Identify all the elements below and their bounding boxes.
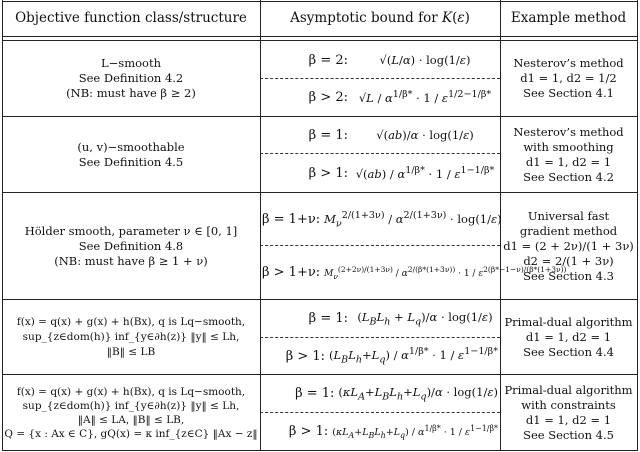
- bound-expression: β = 1+ν: $M_\nu^{2/(1+3\nu)} / \alpha^{2/(1+3\nu)} \cdot \log(1/\varepsilon)$: [262, 209, 502, 230]
- table-right-border: [637, 0, 638, 451]
- column-divider: [260, 0, 261, 451]
- header-bound: Asymptotic bound for K(ε): [290, 10, 470, 26]
- bound-expression: β > 1: $(\kappa L_A+L_BL_h+L_q) / \alpha^{1/\beta*} \cdot 1 / \varepsilon^{1-1/\beta*}$: [288, 423, 498, 440]
- bound-expression: β = 1: $(\kappa L_A+L_BL_h+L_q)/\alpha \cdot \log(1/\varepsilon)$: [295, 384, 498, 403]
- row-method: Primal-dual algorithm d1 = 1, d2 = 1 See Section 4.4: [504, 314, 633, 359]
- row-method: Nesterov’s method with smoothing d1 = 1, d2 = 1 See Section 4.2: [513, 124, 624, 184]
- row-method: Nesterov’s method d1 = 1, d2 = 1/2 See Section 4.1: [513, 56, 624, 100]
- bound-expression: β = 1: $(L_BL_h + L_q)/\alpha \cdot \log(1/\varepsilon)$: [308, 309, 493, 328]
- row-method: Universal fast gradient method d1 = (2 + 2ν)/(1 + 3ν) d2 = 2/(1 + 3ν) See Section 4.3: [503, 208, 634, 283]
- row-structure: L−smooth See Definition 4.2 (NB: must have β ≥ 2): [66, 56, 196, 100]
- header-method: Example method: [510, 10, 627, 26]
- row-structure: f(x) = q(x) + g(x) + h(Bx), q is Lq−smooth, sup_{z∈dom(h)} inf_{y∈∂h(z)} ‖y‖ ≤ Lh, ‖B‖ ≤ LB: [16, 315, 246, 358]
- table-bottom-rule: [2, 450, 638, 451]
- row-method: Primal-dual algorithm with constraints d1 = 1, d2 = 1 See Section 4.5: [504, 382, 633, 442]
- bound-expression: β = 2: √(L/α) · log(1/ε): [308, 52, 471, 68]
- row-structure: Hölder smooth, parameter ν ∈ [0, 1] See Definition 4.8 (NB: must have β ≥ 1 + ν): [24, 223, 238, 268]
- row-structure: (u, v)−smoothable See Definition 4.5: [77, 139, 185, 169]
- bound-expression: β > 1: $(L_BL_h+L_q) / \alpha^{1/\beta*} \cdot 1 / \varepsilon^{1-1/\beta*}$: [285, 346, 498, 366]
- bound-expression: β > 2: $√L / \alpha^{1/\beta*} \cdot 1 / \varepsilon^{1/2-1/\beta*}$: [308, 89, 492, 106]
- bound-expression: β = 1: √(ab)/α · log(1/ε): [308, 127, 474, 143]
- header-structure: Objective function class/structure: [15, 10, 247, 26]
- bound-expression: β > 1: $√(ab) / \alpha^{1/\beta*} \cdot 1 / \varepsilon^{1-1/\beta*}$: [308, 165, 495, 181]
- header-rule: [2, 36, 638, 37]
- bound-expression: β > 1+ν: $M_\nu^{(2+2\nu)/(1+3\nu)} / \alpha^{2/(\beta*(1+3\nu))} \cdot 1 / \varepsilon^{2(\beta*-1-\nu)/(\beta*(1+3\nu))}$: [262, 264, 567, 281]
- row-structure: f(x) = q(x) + g(x) + h(Bx), q is Lq−smooth, sup_{z∈dom(h)} inf_{y∈∂h(z)} ‖y‖ ≤ Lh, ‖A‖ ≤ LA, ‖B‖ ≤ LB, Q = {x : Ax ∈ C}, gQ(x) = κ inf_{z∈C} ‖Ax − z‖: [4, 385, 258, 440]
